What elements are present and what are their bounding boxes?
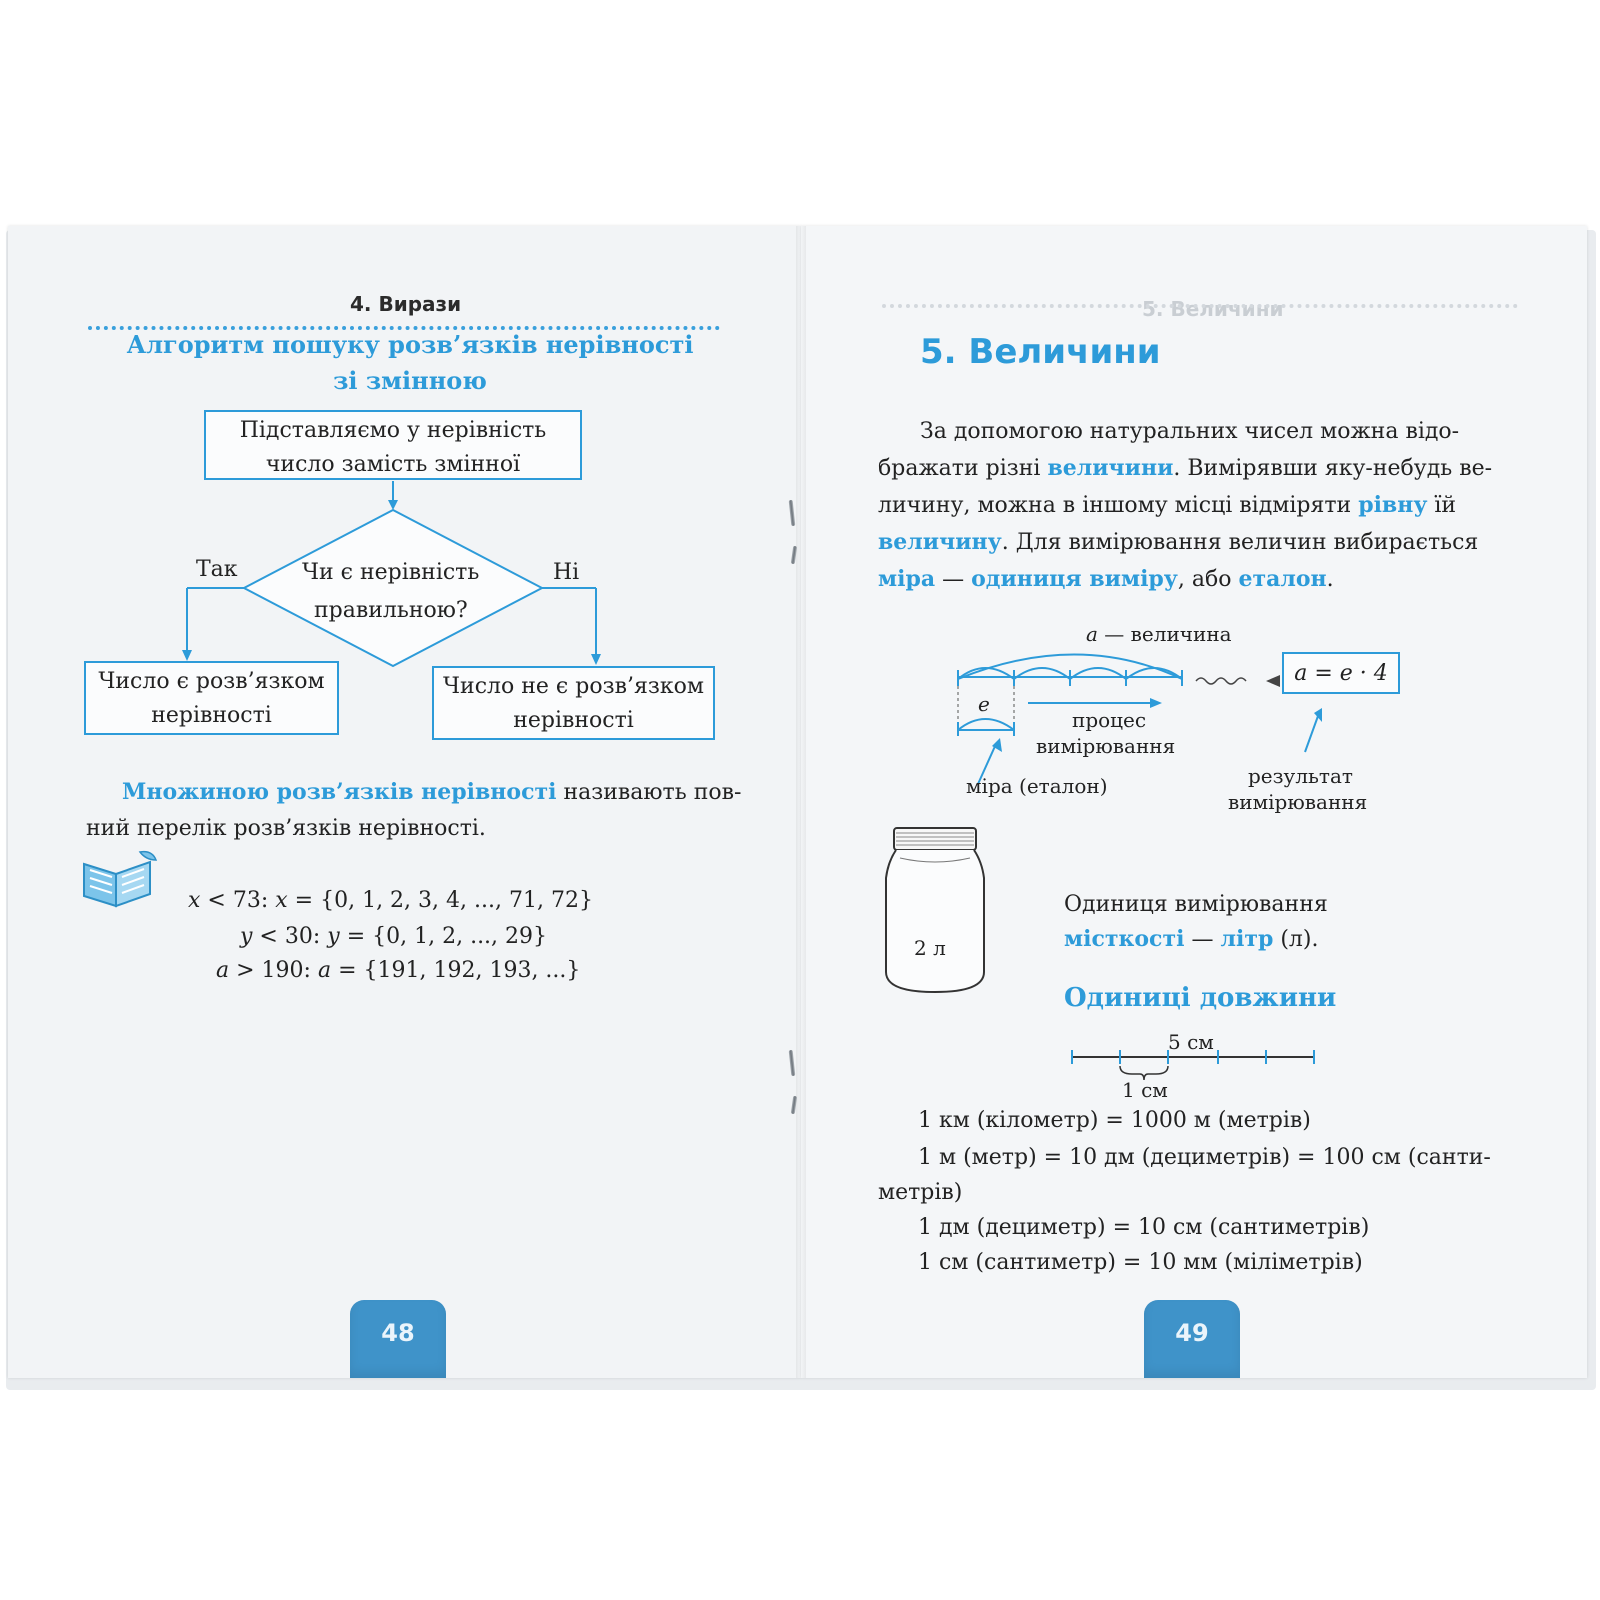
unit-km: 1 км (кілометр) = 1000 м (метрів) [918, 1108, 1311, 1133]
jar-label: 2 л [914, 936, 946, 960]
term-mistkosti: місткості [1064, 926, 1185, 952]
right-page-number: 49 [1144, 1300, 1240, 1378]
intro-l5d: , або [1177, 567, 1239, 592]
diagram-process-line2: вимірювання [1036, 734, 1176, 758]
diagram-e-label: e [978, 692, 990, 716]
intro-period: . [1326, 567, 1334, 592]
term-mira: міра [878, 566, 936, 592]
diagram-process-line1: процес [1072, 708, 1147, 732]
diagram-a-var: a [1086, 622, 1098, 646]
example-1-cond: < 73: [200, 888, 276, 913]
diagram-measure-label: міра (еталон) [966, 774, 1108, 798]
intro-l4b: . Для вимірювання величин вибирається [1001, 530, 1479, 555]
flow-question-line2: правильною? [314, 598, 468, 623]
diagram-a-rest: — величина [1097, 622, 1232, 646]
ruler-top-label: 5 см [1168, 1030, 1214, 1054]
flow-yes-line2: нерівності [151, 703, 272, 728]
term-litr: літр [1220, 926, 1274, 952]
length-units-title: Одиниці довжини [1064, 983, 1337, 1013]
example-2-set: = {0, 1, 2, ..., 29} [339, 924, 548, 949]
unit-dm: 1 дм (дециметр) = 10 см (сантиметрів) [918, 1215, 1370, 1240]
term-velychynu: величину [878, 529, 1002, 555]
flow-step-line1: Підставляємо у нерівність [239, 418, 547, 443]
algorithm-title-line1: Алгоритм пошуку розв’язків нерівності [126, 330, 694, 359]
definition-rest: називають пов- [556, 780, 742, 805]
example-2-cond: < 30: [252, 924, 328, 949]
intro-l2c: . Вимірявши яку-небудь ве- [1173, 456, 1493, 481]
example-1-var: x [188, 888, 201, 913]
flow-question-line1: Чи є нерівність [302, 560, 480, 585]
example-3-var2: a [317, 958, 332, 983]
algorithm-title-line2: зі змінною [333, 366, 487, 395]
intro-l2a: бражати різні [878, 456, 1048, 481]
flow-no-line1: Число не є розв’язком [443, 674, 704, 699]
definition-line2: ний перелік розв’язків нерівності. [86, 816, 486, 841]
formula-text: a = e · 4 [1294, 661, 1388, 686]
left-page-number: 48 [350, 1300, 446, 1378]
flow-yes-line1: Число є розв’язком [98, 669, 325, 694]
left-running-head: 4. Вирази [350, 292, 462, 316]
flow-yes-label: Так [196, 557, 238, 582]
unit-m-line1: 1 м (метр) = 10 дм (дециметрів) = 100 см (санти- [918, 1145, 1491, 1170]
term-rivnu: рівну [1358, 492, 1428, 518]
ruler-bottom-label: 1 см [1122, 1078, 1168, 1102]
term-odynytsia: одиниця виміру [971, 566, 1178, 592]
example-2-var2: y [327, 924, 340, 949]
example-3-var: a [216, 958, 230, 983]
unit-cm: 1 см (сантиметр) = 10 мм (міліметрів) [918, 1250, 1363, 1275]
diagram-result-line2: вимірювання [1228, 790, 1368, 814]
definition-term: Множиною розв’язків нерівності [122, 779, 557, 805]
example-2-var: y [240, 924, 253, 949]
flow-no-label: Ні [553, 560, 580, 585]
intro-l3c: їй [1427, 493, 1457, 518]
intro-dash: — [935, 567, 972, 592]
flow-step-line2: число замість змінної [265, 452, 521, 477]
example-1-var2: x [275, 888, 288, 913]
intro-l3a: личину, можна в іншому місці відміряти [878, 493, 1359, 518]
intro-line1: За допомогою натуральних чисел можна відо- [920, 419, 1460, 444]
unit-m-line2: метрів) [878, 1180, 963, 1205]
flow-no-line2: нерівності [513, 708, 634, 733]
capacity-dash: — [1184, 927, 1221, 952]
right-running-head: 5. Величини [1142, 297, 1284, 321]
example-3-set: = {191, 192, 193, ...} [331, 958, 581, 983]
capacity-unit: (л). [1273, 927, 1319, 952]
capacity-line1: Одиниця вимірювання [1064, 892, 1328, 917]
example-1-set: = {0, 1, 2, 3, 4, ..., 71, 72} [287, 888, 593, 913]
example-3-cond: > 190: [229, 958, 318, 983]
term-velychyny: величини [1047, 455, 1174, 481]
diagram-result-line1: результат [1248, 764, 1353, 788]
term-etalon: еталон [1238, 566, 1327, 592]
section-title: 5. Величини [920, 332, 1161, 372]
